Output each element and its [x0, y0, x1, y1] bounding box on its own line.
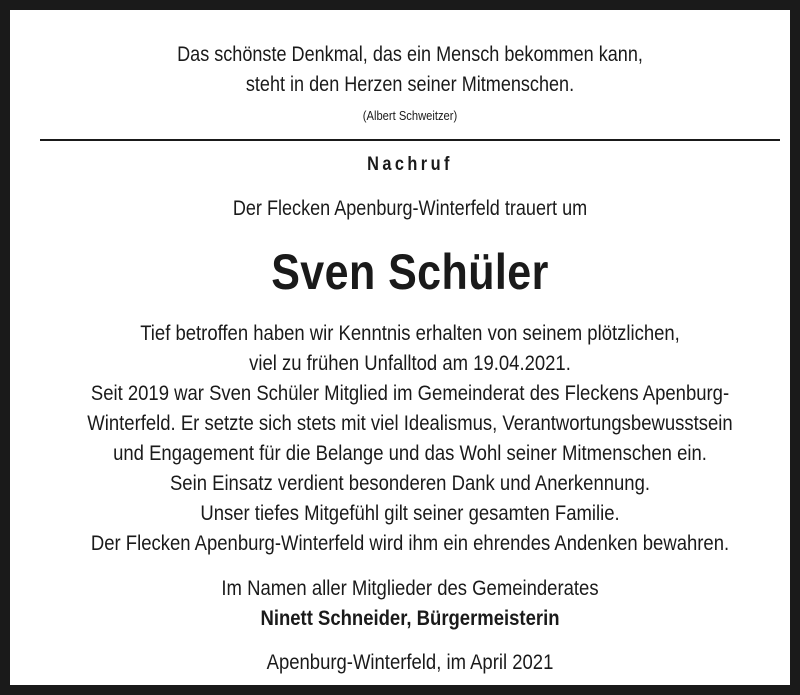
deceased-name: Sven Schüler — [271, 244, 549, 300]
quote-line-2: steht in den Herzen seiner Mitmenschen. — [245, 73, 575, 96]
intro-text: Der Flecken Apenburg-Winterfeld trauert um — [232, 197, 588, 220]
body-line: Unser tiefes Mitgefühl gilt seiner gesamten Familie. — [200, 501, 620, 525]
body-line: Seit 2019 war Sven Schüler Mitglied im Gemeinderat des Fleckens Apenburg- — [90, 381, 730, 405]
signature-signer: Ninett Schneider, Bürgermeisterin — [260, 606, 560, 630]
quote-author: (Albert Schweitzer) — [362, 108, 458, 123]
obituary-content — [20, 20, 800, 695]
quote-line-1: Das schönste Denkmal, das ein Mensch bekommen kann, — [177, 43, 643, 66]
heading-nachruf: Nachruf — [367, 154, 453, 175]
body-line: Sein Einsatz verdient besonderen Dank und Anerkennung. — [169, 471, 651, 495]
body-line: viel zu frühen Unfalltod am 19.04.2021. — [249, 351, 571, 375]
body-line: Winterfeld. Er setzte sich stets mit viel Idealismus, Verantwortungsbewusstsein — [87, 411, 733, 435]
place-date: Apenburg-Winterfeld, im April 2021 — [266, 650, 554, 674]
signature-on-behalf: Im Namen aller Mitglieder des Gemeinderates — [221, 576, 599, 600]
divider-line — [40, 139, 780, 141]
body-line: Der Flecken Apenburg-Winterfeld wird ihm ein ehrendes Andenken bewahren. — [90, 531, 730, 555]
body-line: Tief betroffen haben wir Kenntnis erhalten von seinem plötzlichen, — [140, 321, 680, 345]
body-line: und Engagement für die Belange und das Wohl seiner Mitmenschen ein. — [113, 441, 707, 465]
